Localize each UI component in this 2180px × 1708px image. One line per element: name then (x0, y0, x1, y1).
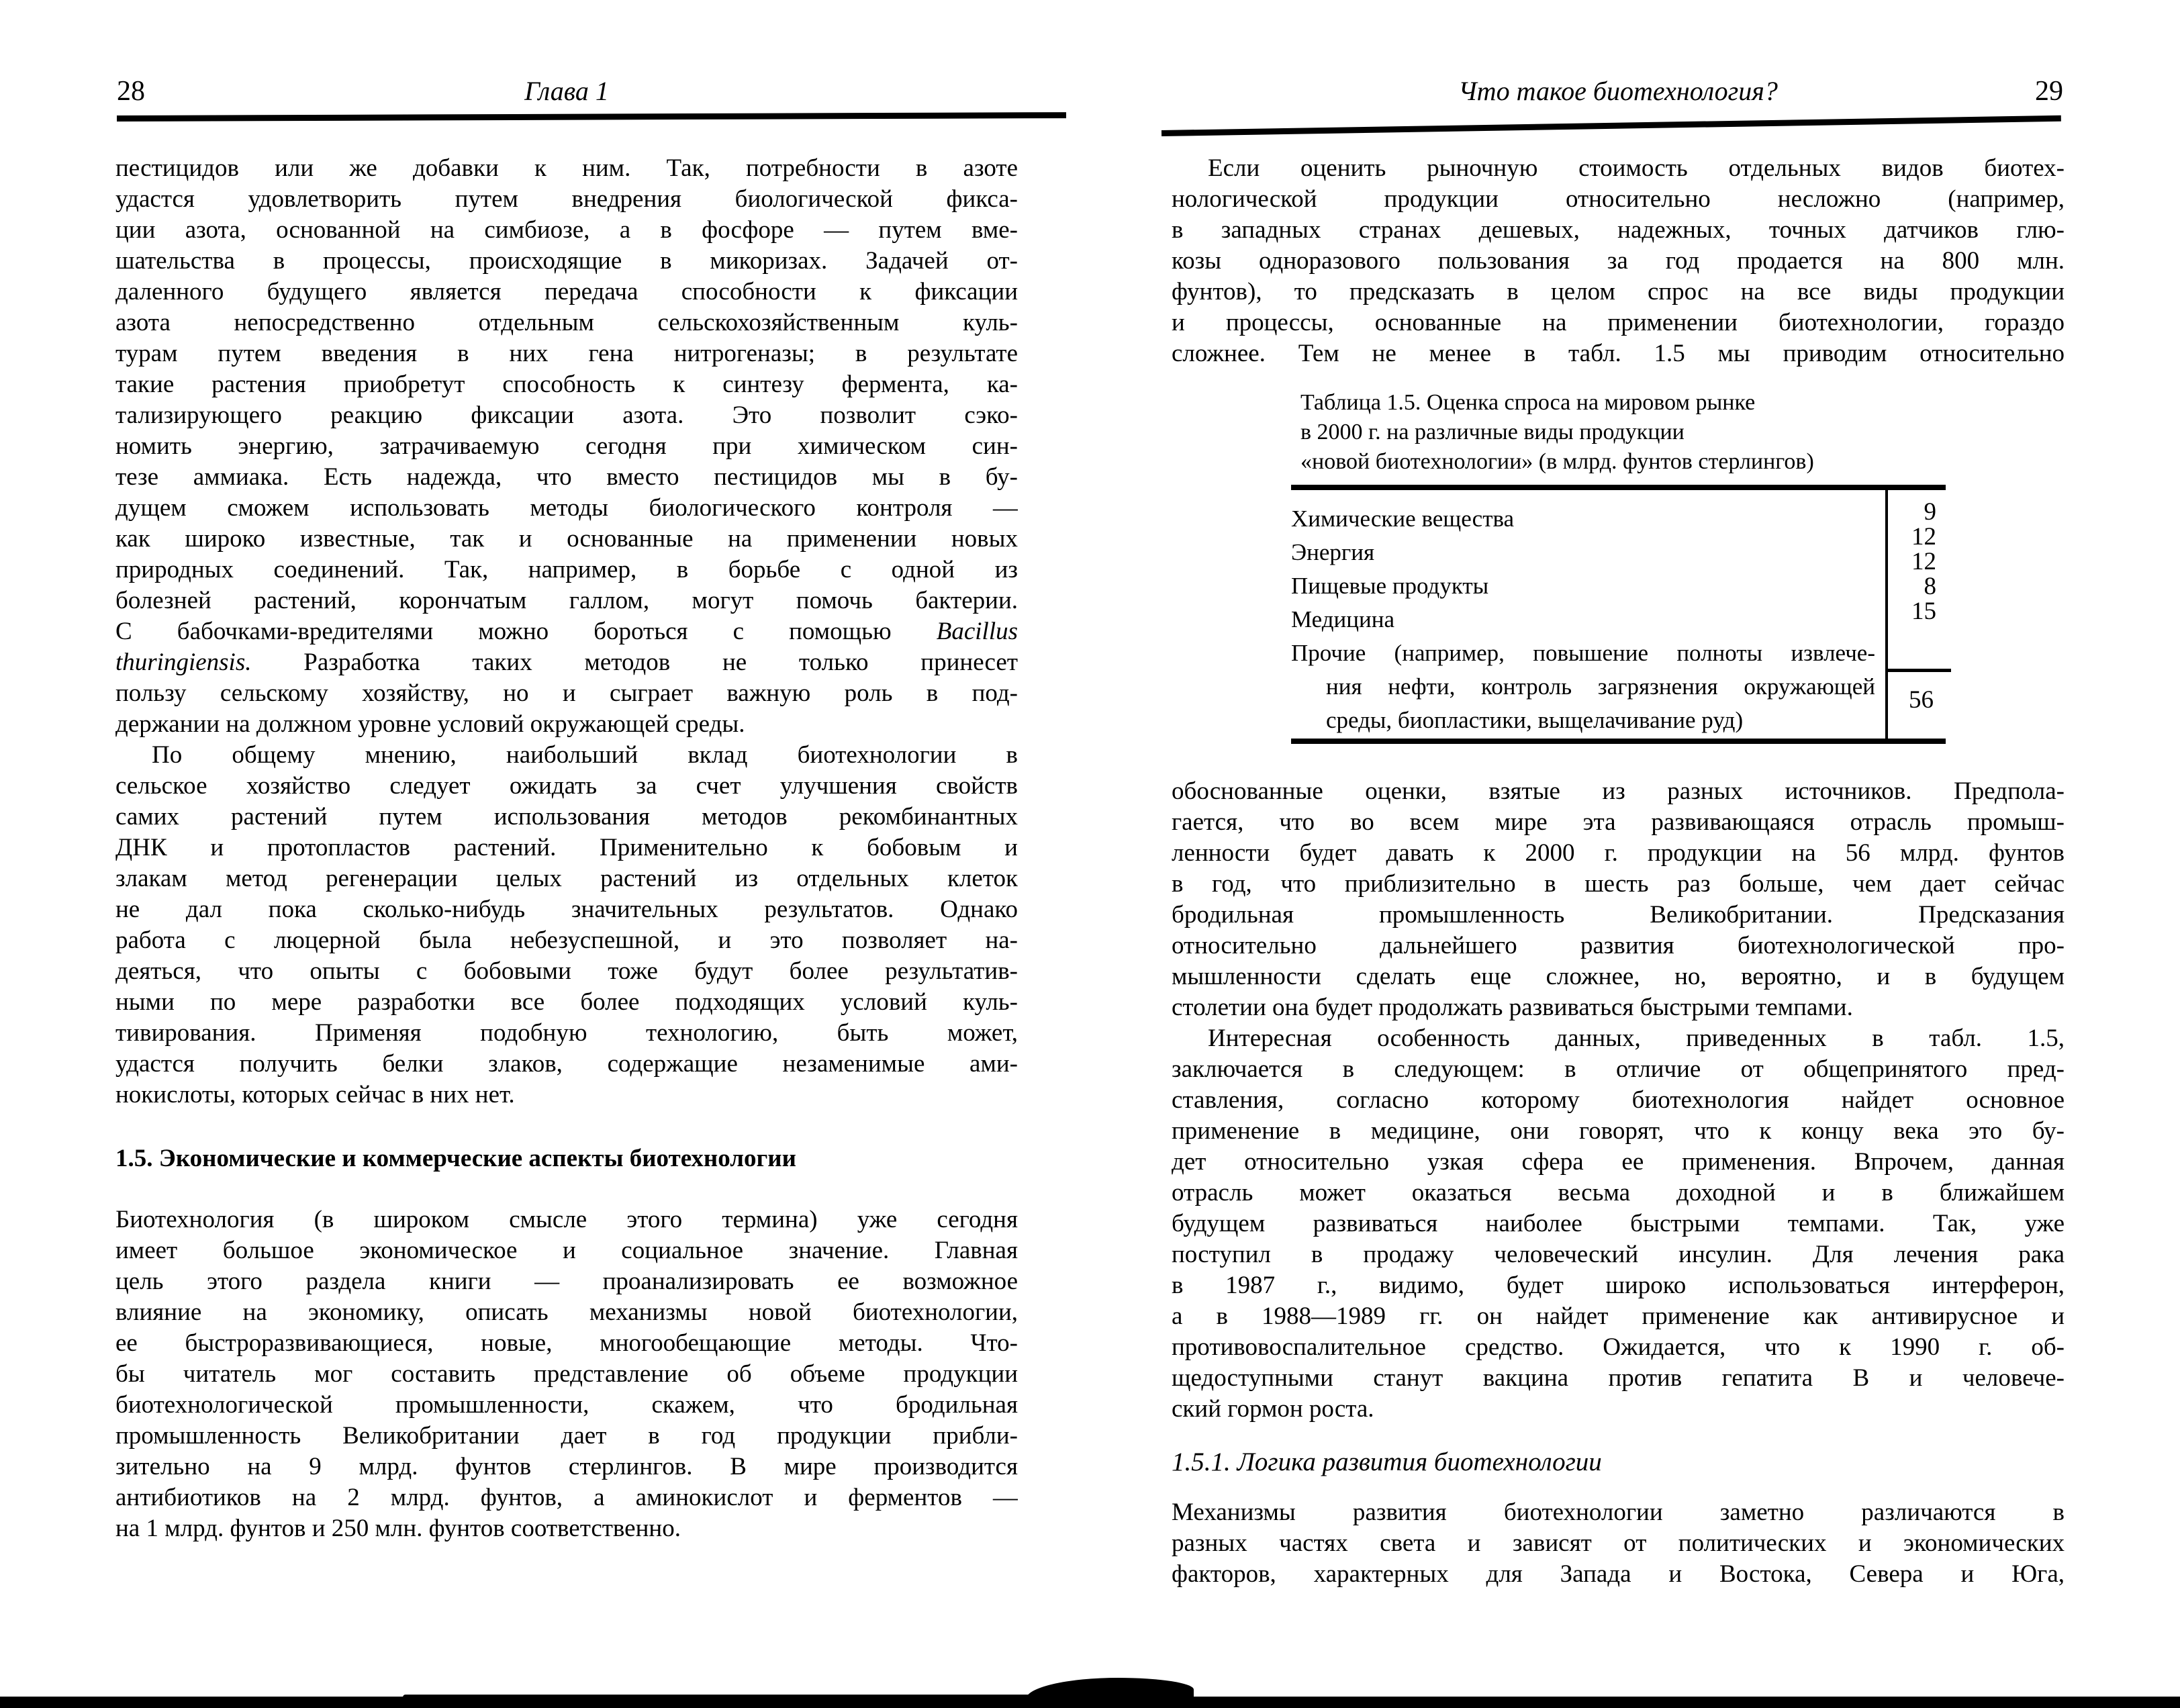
text-line: зительно на 9 млрд. фунтов стерлингов. В мире производится (115, 1453, 1018, 1480)
text-line: работа с люцерной была небезуспешной, и это позволяет на- (115, 927, 1018, 954)
text-line: тезе аммиака. Есть надежда, что вместо пестицидов мы в бу- (115, 463, 1018, 491)
left-page-text-column (115, 153, 1018, 1544)
table-row-value: 8 (1924, 573, 1936, 600)
text-line: thuringiensis. Разработка таких методов не только принесет (115, 649, 1018, 676)
section-heading: 1.5.1. Логика развития биотехнологии (1172, 1448, 1602, 1476)
text-line: По общему мнению, наибольший вклад биотехнологии в (152, 741, 1018, 769)
text-line: шательства в процессы, происходящие в микоризах. Задачей от- (115, 247, 1018, 275)
table-row-label (1291, 502, 1875, 536)
text-line: нологической продукции относительно несложно (например, (1172, 185, 2065, 213)
left-page-number: 28 (117, 76, 145, 107)
text-line: природных соединений. Так, например, в борьбе с одной из (115, 556, 1018, 583)
table-1-5 (1291, 388, 1946, 744)
text-line: цель этого раздела книги — проанализировать ее возможное (115, 1268, 1018, 1295)
table-row-label (1291, 569, 1875, 603)
table-row (1291, 569, 1946, 603)
text-line: будущем развиваться наиболее быстрыми темпами. Так, уже (1172, 1210, 2065, 1237)
text-line: самих растений путем использования методов рекомбинантных (115, 803, 1018, 831)
text-line: ции азота, основанной на симбиозе, а в фосфоре — путем вме- (115, 216, 1018, 244)
text-line: на 1 млрд. фунтов и 250 млн. фунтов соответственно. (115, 1515, 681, 1542)
text-line: ДНК и протопластов растений. Применительно к бобовым и (115, 834, 1018, 861)
table-rows (1291, 490, 1946, 737)
text-line: С бабочками-вредителями можно бороться с помощью Bacillus (115, 618, 1018, 645)
latin-italic-term: thuringiensis. (115, 649, 252, 676)
text-line: и процессы, основанные на применении биотехнологии, гораздо (1172, 309, 2065, 336)
text-line: ский гормон роста. (1172, 1395, 1374, 1423)
table-label-line: среды, биопластики, выщелачивание руд) (1326, 707, 1744, 733)
text-line: столетии она будет продолжать развиваться быстрыми темпами. (1172, 994, 1853, 1021)
table-row-label (1291, 536, 1875, 569)
paragraph (1172, 1497, 2065, 1590)
right-running-title: Что такое биотехнология? (1458, 76, 1778, 106)
left-header-rule (117, 112, 1066, 122)
text-line: удастся получить белки злаков, содержащие незаменимые ами- (115, 1050, 1018, 1078)
text-line: в 1987 г., видимо, будет широко использоваться интерферон, (1172, 1272, 2065, 1299)
left-running-title: Глава 1 (524, 76, 609, 106)
text-line: ными по мере разработки все более подходящих условий куль- (115, 988, 1018, 1016)
paragraph (115, 740, 1018, 1110)
table-caption-line: в 2000 г. на различные виды продукции (1300, 420, 1685, 444)
text-line: злакам метод регенерации целых растений из отдельных клеток (115, 865, 1018, 892)
text-line: ленности будет давать к 2000 г. продукции на 56 млрд. фунтов (1172, 839, 2065, 867)
table-caption-line: «новой биотехнологии» (в млрд. фунтов стерлингов) (1300, 449, 1814, 474)
text-line: пестицидов или же добавки к ним. Так, потребности в азоте (115, 154, 1018, 182)
paragraph (1172, 153, 2065, 369)
section-heading: 1.5. Экономические и коммерческие аспекты биотехнологии (115, 1145, 796, 1172)
text-line: дет относительно узкая сфера ее применения. Впрочем, данная (1172, 1148, 2065, 1176)
text-line: разных частях света и зависят от политических и экономических (1172, 1529, 2065, 1557)
text-line: щедоступными станут вакцина против гепатита В и человече- (1172, 1364, 2065, 1392)
paragraph (1172, 776, 2065, 1023)
table-values-column (1911, 500, 1936, 624)
text-line: сложнее. Тем не менее в табл. 1.5 мы приводим относительно (1172, 340, 2065, 367)
text-line: сельское хозяйство следует ожидать за счет улучшения свойств (115, 772, 1018, 800)
table-caption (1291, 388, 1946, 477)
table-total-rule (1888, 669, 1951, 672)
text-line: а в 1988—1989 гг. он найдет применение как антивирусное и (1172, 1302, 2065, 1330)
table-row (1291, 498, 1946, 536)
text-line: мышленности сделать еще сложнее, но, вероятно, и в будущем (1172, 963, 2065, 990)
latin-italic-term: Bacillus (936, 618, 1018, 645)
table-row-value: 9 (1924, 498, 1936, 526)
table-label-line: Химические вещества (1291, 506, 1515, 532)
text-line: держании на должном уровне условий окружающей среды. (115, 710, 745, 738)
text-line: нокислоты, которых сейчас в них нет. (115, 1081, 515, 1108)
text-line: антибиотиков на 2 млрд. фунтов, а аминокислот и ферментов — (115, 1484, 1018, 1511)
table-label-line: ния нефти, контроль загрязнения окружающей (1326, 673, 1875, 700)
text-line: заключается в следующем: в отличие от общепринятого пред- (1172, 1055, 2065, 1083)
text-line: болезней растений, корончатым галлом, могут помочь бактерии. (115, 587, 1018, 614)
text-line: такие растения приобретут способность к синтезу фермента, ка- (115, 371, 1018, 398)
paragraph (115, 1204, 1018, 1544)
text-line: факторов, характерных для Запада и Востока, Севера и Юга, (1172, 1560, 2065, 1588)
paragraph (1172, 1023, 2065, 1425)
table-label-line: Энергия (1291, 539, 1375, 565)
text-line: козы одноразового пользования за год продается на 800 млн. (1172, 247, 2065, 275)
table-row-value: 12 (1911, 523, 1936, 551)
text-line: пользу сельскому хозяйству, но и сыграет важную роль в под- (115, 679, 1018, 707)
right-page-number: 29 (2035, 76, 2063, 107)
text-line: Биотехнология (в широком смысле этого термина) уже сегодня (115, 1206, 1018, 1233)
table-caption-line: Таблица 1.5. Оценка спроса на мировом рынке (1300, 390, 1756, 415)
text-line: даленного будущего является передача способности к фиксации (115, 278, 1018, 305)
text-line: азота непосредственно отдельным сельскохозяйственным куль- (115, 309, 1018, 336)
text-line: влияние на экономику, описать механизмы новой биотехнологии, (115, 1298, 1018, 1326)
text-line: применение в медицине, они говорят, что к концу века это бу- (1172, 1117, 2065, 1145)
text-line: ставления, согласно которому биотехнология найдет основное (1172, 1086, 2065, 1114)
right-header-rule (1162, 115, 2061, 136)
text-line: бродильная промышленность Великобритании. Предсказания (1172, 901, 2065, 929)
text-line: деяться, что опыты с бобовыми тоже будут более результатив- (115, 957, 1018, 985)
text-line: имеет большое экономическое и социальное значение. Главная (115, 1237, 1018, 1264)
text-line: промышленность Великобритании дает в год продукции прибли- (115, 1422, 1018, 1450)
left-page-header (115, 74, 1018, 111)
table-label-line: Медицина (1291, 606, 1394, 632)
table-label-line: Пищевые продукты (1291, 573, 1489, 599)
text-line: Если оценить рыночную стоимость отдельных видов биотех- (1208, 154, 2065, 182)
paragraph (115, 153, 1018, 740)
text-line: фунтов), то предсказать в целом спрос на все виды продукции (1172, 278, 2065, 305)
table-row-label (1291, 636, 1875, 737)
text-line: противовоспалительное средство. Ожидается, что к 1990 г. об- (1172, 1333, 2065, 1361)
text-line: бы читатель мог составить представление об объеме продукции (115, 1360, 1018, 1388)
table-row-label (1291, 603, 1875, 636)
text-line: поступил в продажу человеческий инсулин. Для лечения рака (1172, 1241, 2065, 1268)
text-line: отрасль может оказаться весьма доходной и в ближайшем (1172, 1179, 2065, 1206)
table-total-value: 56 (1909, 686, 1934, 714)
text-line: обоснованные оценки, взятые из разных источников. Предпола- (1172, 777, 2065, 805)
scan-shadow-band (0, 1697, 2180, 1708)
text-line: удастся удовлетворить путем внедрения биологической фикса- (115, 185, 1018, 213)
table-body (1291, 485, 1946, 744)
text-line: тализирующего реакцию фиксации азота. Это позволит сэко- (115, 401, 1018, 429)
text-line: турам путем введения в них гена нитрогеназы; в результате (115, 340, 1018, 367)
text-line: биотехнологической промышленности, скажем, что бродильная (115, 1391, 1018, 1419)
right-page-header (1172, 74, 2065, 111)
text-line: относительно дальнейшего развития биотехнологической про- (1172, 932, 2065, 959)
table-row-value: 15 (1911, 598, 1936, 625)
text-line: не дал пока сколько-нибудь значительных результатов. Однако (115, 896, 1018, 923)
table-row (1291, 603, 1946, 636)
table-row (1291, 536, 1946, 569)
right-page-text-column (1172, 153, 2065, 1590)
text-line: Интересная особенность данных, приведенных в табл. 1.5, (1208, 1025, 2065, 1052)
text-line: как широко известные, так и основанные на применении новых (115, 525, 1018, 553)
table-row (1291, 636, 1946, 737)
text-line: гается, что во всем мире эта развивающаяся отрасль промыш- (1172, 808, 2065, 836)
text-line: в год, что приблизительно в шесть раз больше, чем дает сейчас (1172, 870, 2065, 898)
text-line: номить энергию, затрачиваемую сегодня при химическом син- (115, 432, 1018, 460)
table-label-line: Прочие (например, повышение полноты извлече- (1291, 640, 1875, 666)
text-line: в западных странах дешевых, надежных, точных датчиков глю- (1172, 216, 2065, 244)
text-line: Механизмы развития биотехнологии заметно различаются в (1172, 1499, 2065, 1526)
text-line: дущем сможем использовать методы биологического контроля — (115, 494, 1018, 522)
text-line: тивирования. Применяя подобную технологию, быть может, (115, 1019, 1018, 1047)
table-row-value: 12 (1911, 548, 1936, 575)
text-line: ее быстроразвивающиеся, новые, многообещающие методы. Что- (115, 1329, 1018, 1357)
